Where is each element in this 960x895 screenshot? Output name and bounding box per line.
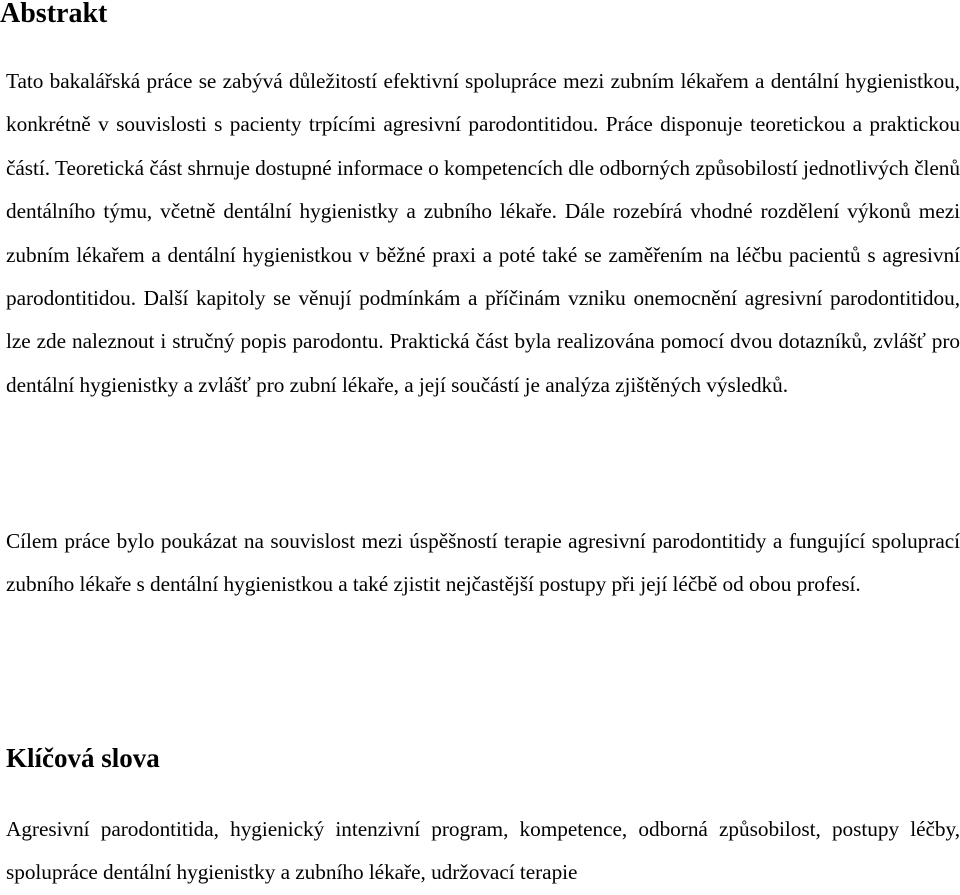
abstract-heading: Abstrakt bbox=[0, 0, 108, 29]
keywords-text: Agresivní parodontitida, hygienický intenzivní program, kompetence, odborná způsobilost, postupy léčby, spolupráce dentální hygienistky a zubního lékaře, udržovací terapie bbox=[6, 817, 960, 885]
abstract-paragraph-1: Tato bakalářská práce se zabývá důležitostí efektivní spolupráce mezi zubním lékařem a dentální hygienistkou, konkrétně v souvislosti s pacienty trpícími agresivní parodontitidou. Práce disponuje teoretickou a praktickou částí. Teoretická část shrnuje dostupné informace o kompetencích dle odborných způsobilostí jednotlivých členů dentálního týmu, včetně dentální hygienistky a zubního lékaře. Dále rozebírá vhodné rozdělení výkonů mezi zubním lékařem a dentální hygienistkou v běžné praxi a poté také se zaměřením na léčbu pacientů s agresivní parodontitidou. Další kapitoly se věnují podmínkám a příčinám vzniku onemocnění agresivní parodontitidou, lze zde naleznout i stručný popis parodontu. Praktická část byla realizována pomocí dvou dotazníků, zvlášť pro dentální hygienistky a zvlášť pro zubní lékaře, a její součástí je analýza zjištěných výsledků. bbox=[6, 69, 960, 397]
keywords-heading: Klíčová slova bbox=[6, 743, 160, 773]
abstract-paragraph-2: Cílem práce bylo poukázat na souvislost mezi úspěšností terapie agresivní parodontitidy a fungující spoluprací zubního lékaře s dentální hygienistkou a také zjistit nejčastější postupy při její léčbě od obou profesí. bbox=[6, 529, 960, 597]
